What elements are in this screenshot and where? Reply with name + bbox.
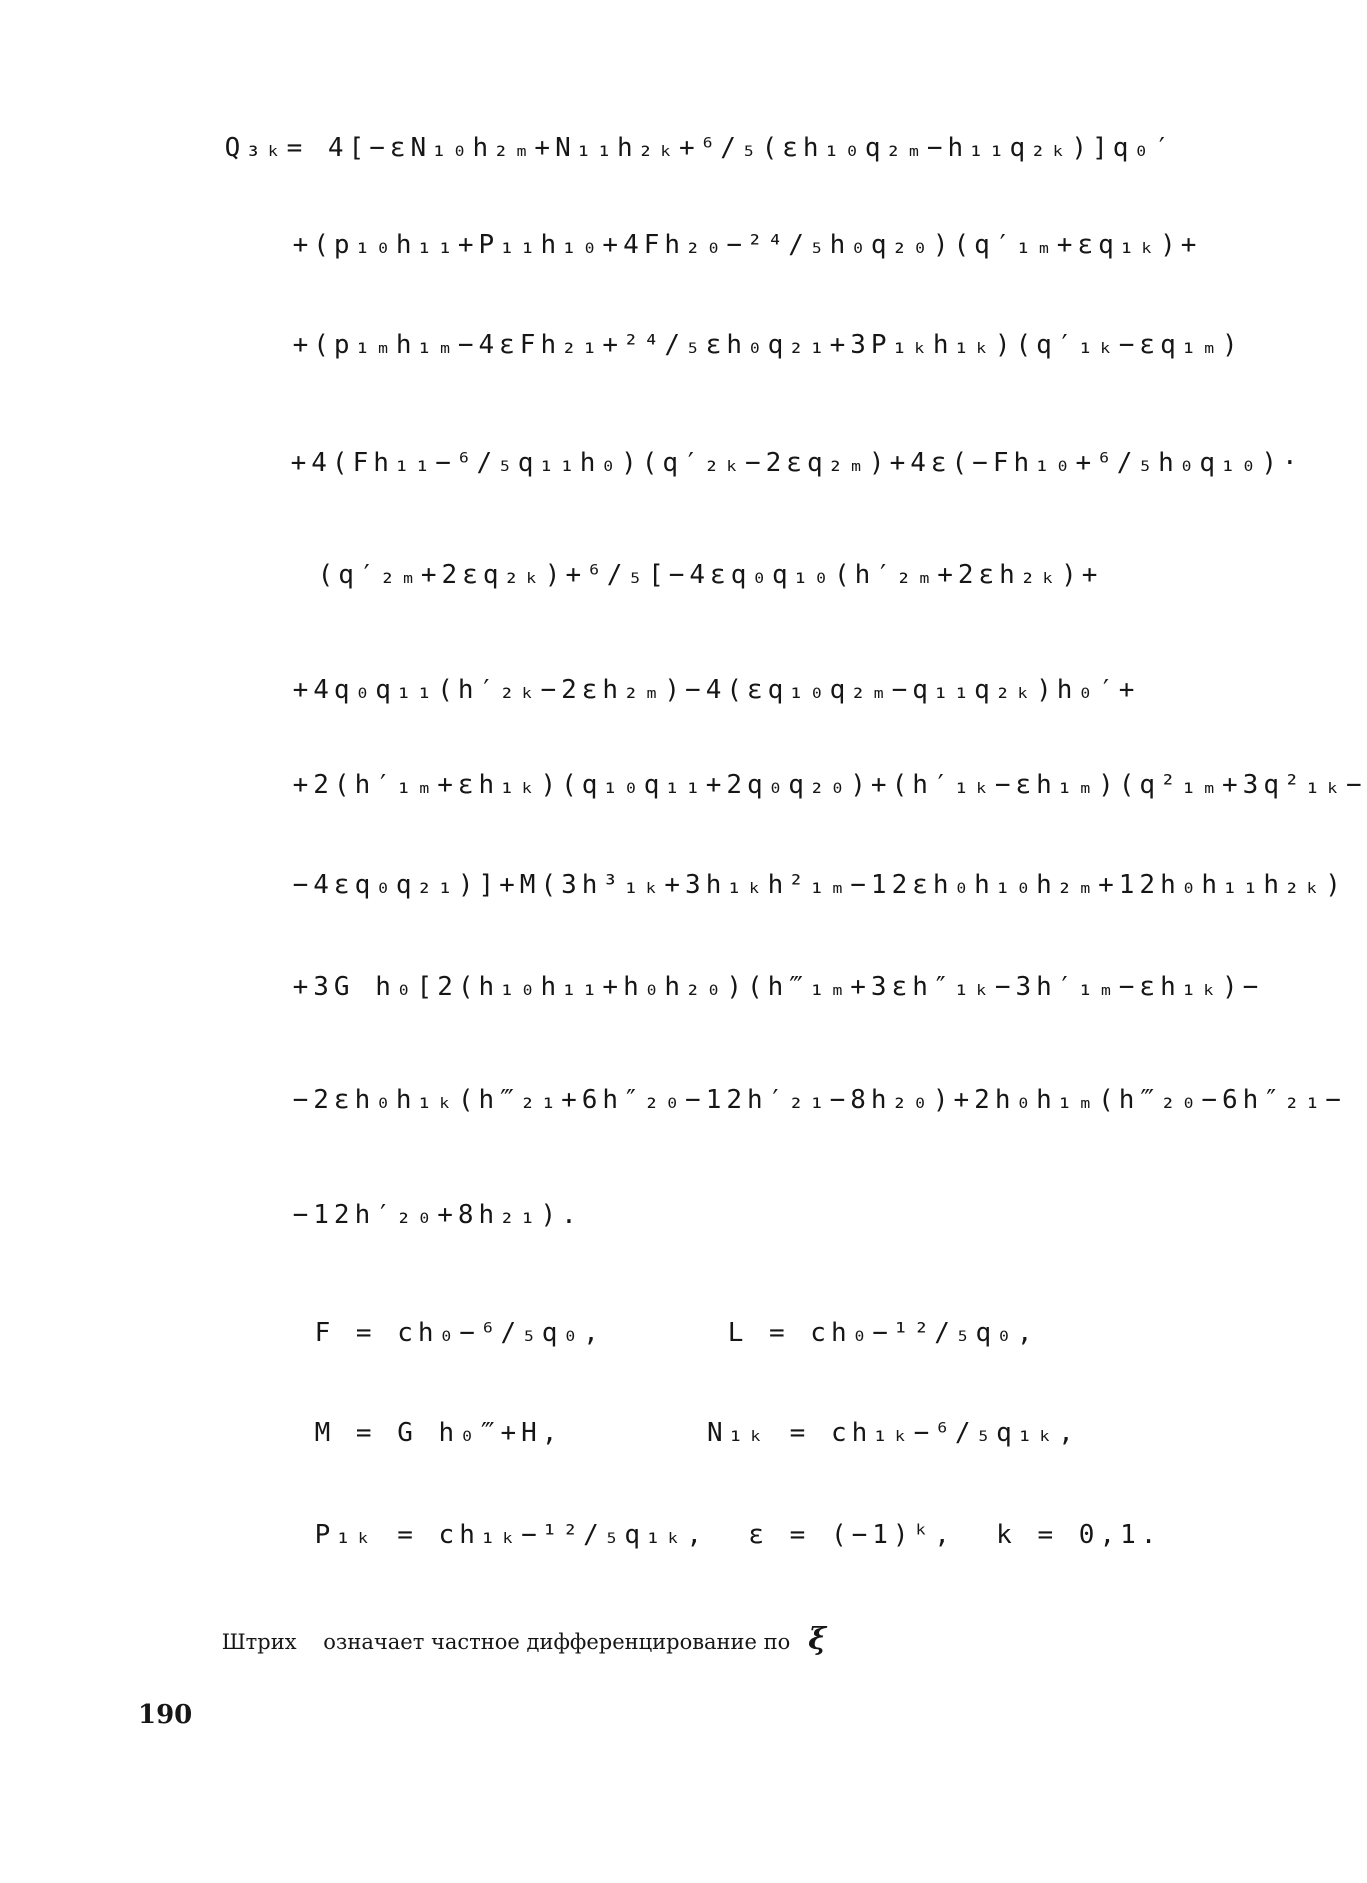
equation-line-3: +(p₁ₘh₁ₘ−4εFh₂₁+²⁴/₅εh₀q₂₁+3P₁ₖh₁ₖ)(q′₁ₖ−εq₁ₘ) bbox=[292, 330, 1243, 360]
page-number: 190 bbox=[138, 1700, 193, 1730]
equation-line-9: +3G h₀[2(h₁₀h₁₁+h₀h₂₀)(h‴₁ₘ+3εh″₁ₖ−3h′₁ₘ−εh₁ₖ)− bbox=[292, 972, 1264, 1002]
definition-line-p-epsilon-k: P₁ₖ = ch₁ₖ−¹²/₅q₁ₖ, ε = (−1)ᵏ, k = 0,1. bbox=[314, 1520, 1162, 1550]
caption-sentence: Штрих означает частное дифференцирование по bbox=[221, 1630, 791, 1654]
equation-line-5: (q′₂ₘ+2εq₂ₖ)+⁶/₅[−4εq₀q₁₀(h′₂ₘ+2εh₂ₖ)+ bbox=[317, 560, 1103, 590]
equation-line-10: −2εh₀h₁ₖ(h‴₂₁+6h″₂₀−12h′₂₁−8h₂₀)+2h₀h₁ₘ(h‴₂₀−6h″₂₁− bbox=[292, 1085, 1346, 1115]
definition-line-f-l: F = ch₀−⁶/₅q₀, L = ch₀−¹²/₅q₀, bbox=[314, 1318, 1038, 1348]
equation-line-8: −4εq₀q₂₁)]+M(3h³₁ₖ+3h₁ₖh²₁ₘ−12εh₀h₁₀h₂ₘ+12h₀h₁₁h₂ₖ) bbox=[292, 870, 1346, 900]
equation-line-2: +(p₁₀h₁₁+P₁₁h₁₀+4Fh₂₀−²⁴/₅h₀q₂₀)(q′₁ₘ+εq₁ₖ)+ bbox=[292, 230, 1202, 260]
equation-line-1: Q₃ₖ= 4[−εN₁₀h₂ₘ+N₁₁h₂ₖ+⁶/₅(εh₁₀q₂ₘ−h₁₁q₂ₖ)]q₀′ bbox=[224, 133, 1175, 163]
equation-line-11: −12h′₂₀+8h₂₁). bbox=[292, 1200, 582, 1230]
equation-line-7: +2(h′₁ₘ+εh₁ₖ)(q₁₀q₁₁+2q₀q₂₀)+(h′₁ₖ−εh₁ₘ)(q²₁ₘ+3q²₁ₖ− bbox=[292, 770, 1367, 800]
xi-symbol: ξ bbox=[808, 1622, 827, 1657]
equation-line-4: +4(Fh₁₁−⁶/₅q₁₁h₀)(q′₂ₖ−2εq₂ₘ)+4ε(−Fh₁₀+⁶/₅h₀q₁₀)· bbox=[290, 448, 1303, 478]
equation-line-6: +4q₀q₁₁(h′₂ₖ−2εh₂ₘ)−4(εq₁₀q₂ₘ−q₁₁q₂ₖ)h₀′+ bbox=[292, 675, 1140, 705]
caption-text bbox=[195, 1598, 826, 1681]
definition-line-m-n: M = G h₀‴+H, N₁ₖ = ch₁ₖ−⁶/₅q₁ₖ, bbox=[314, 1418, 1079, 1448]
